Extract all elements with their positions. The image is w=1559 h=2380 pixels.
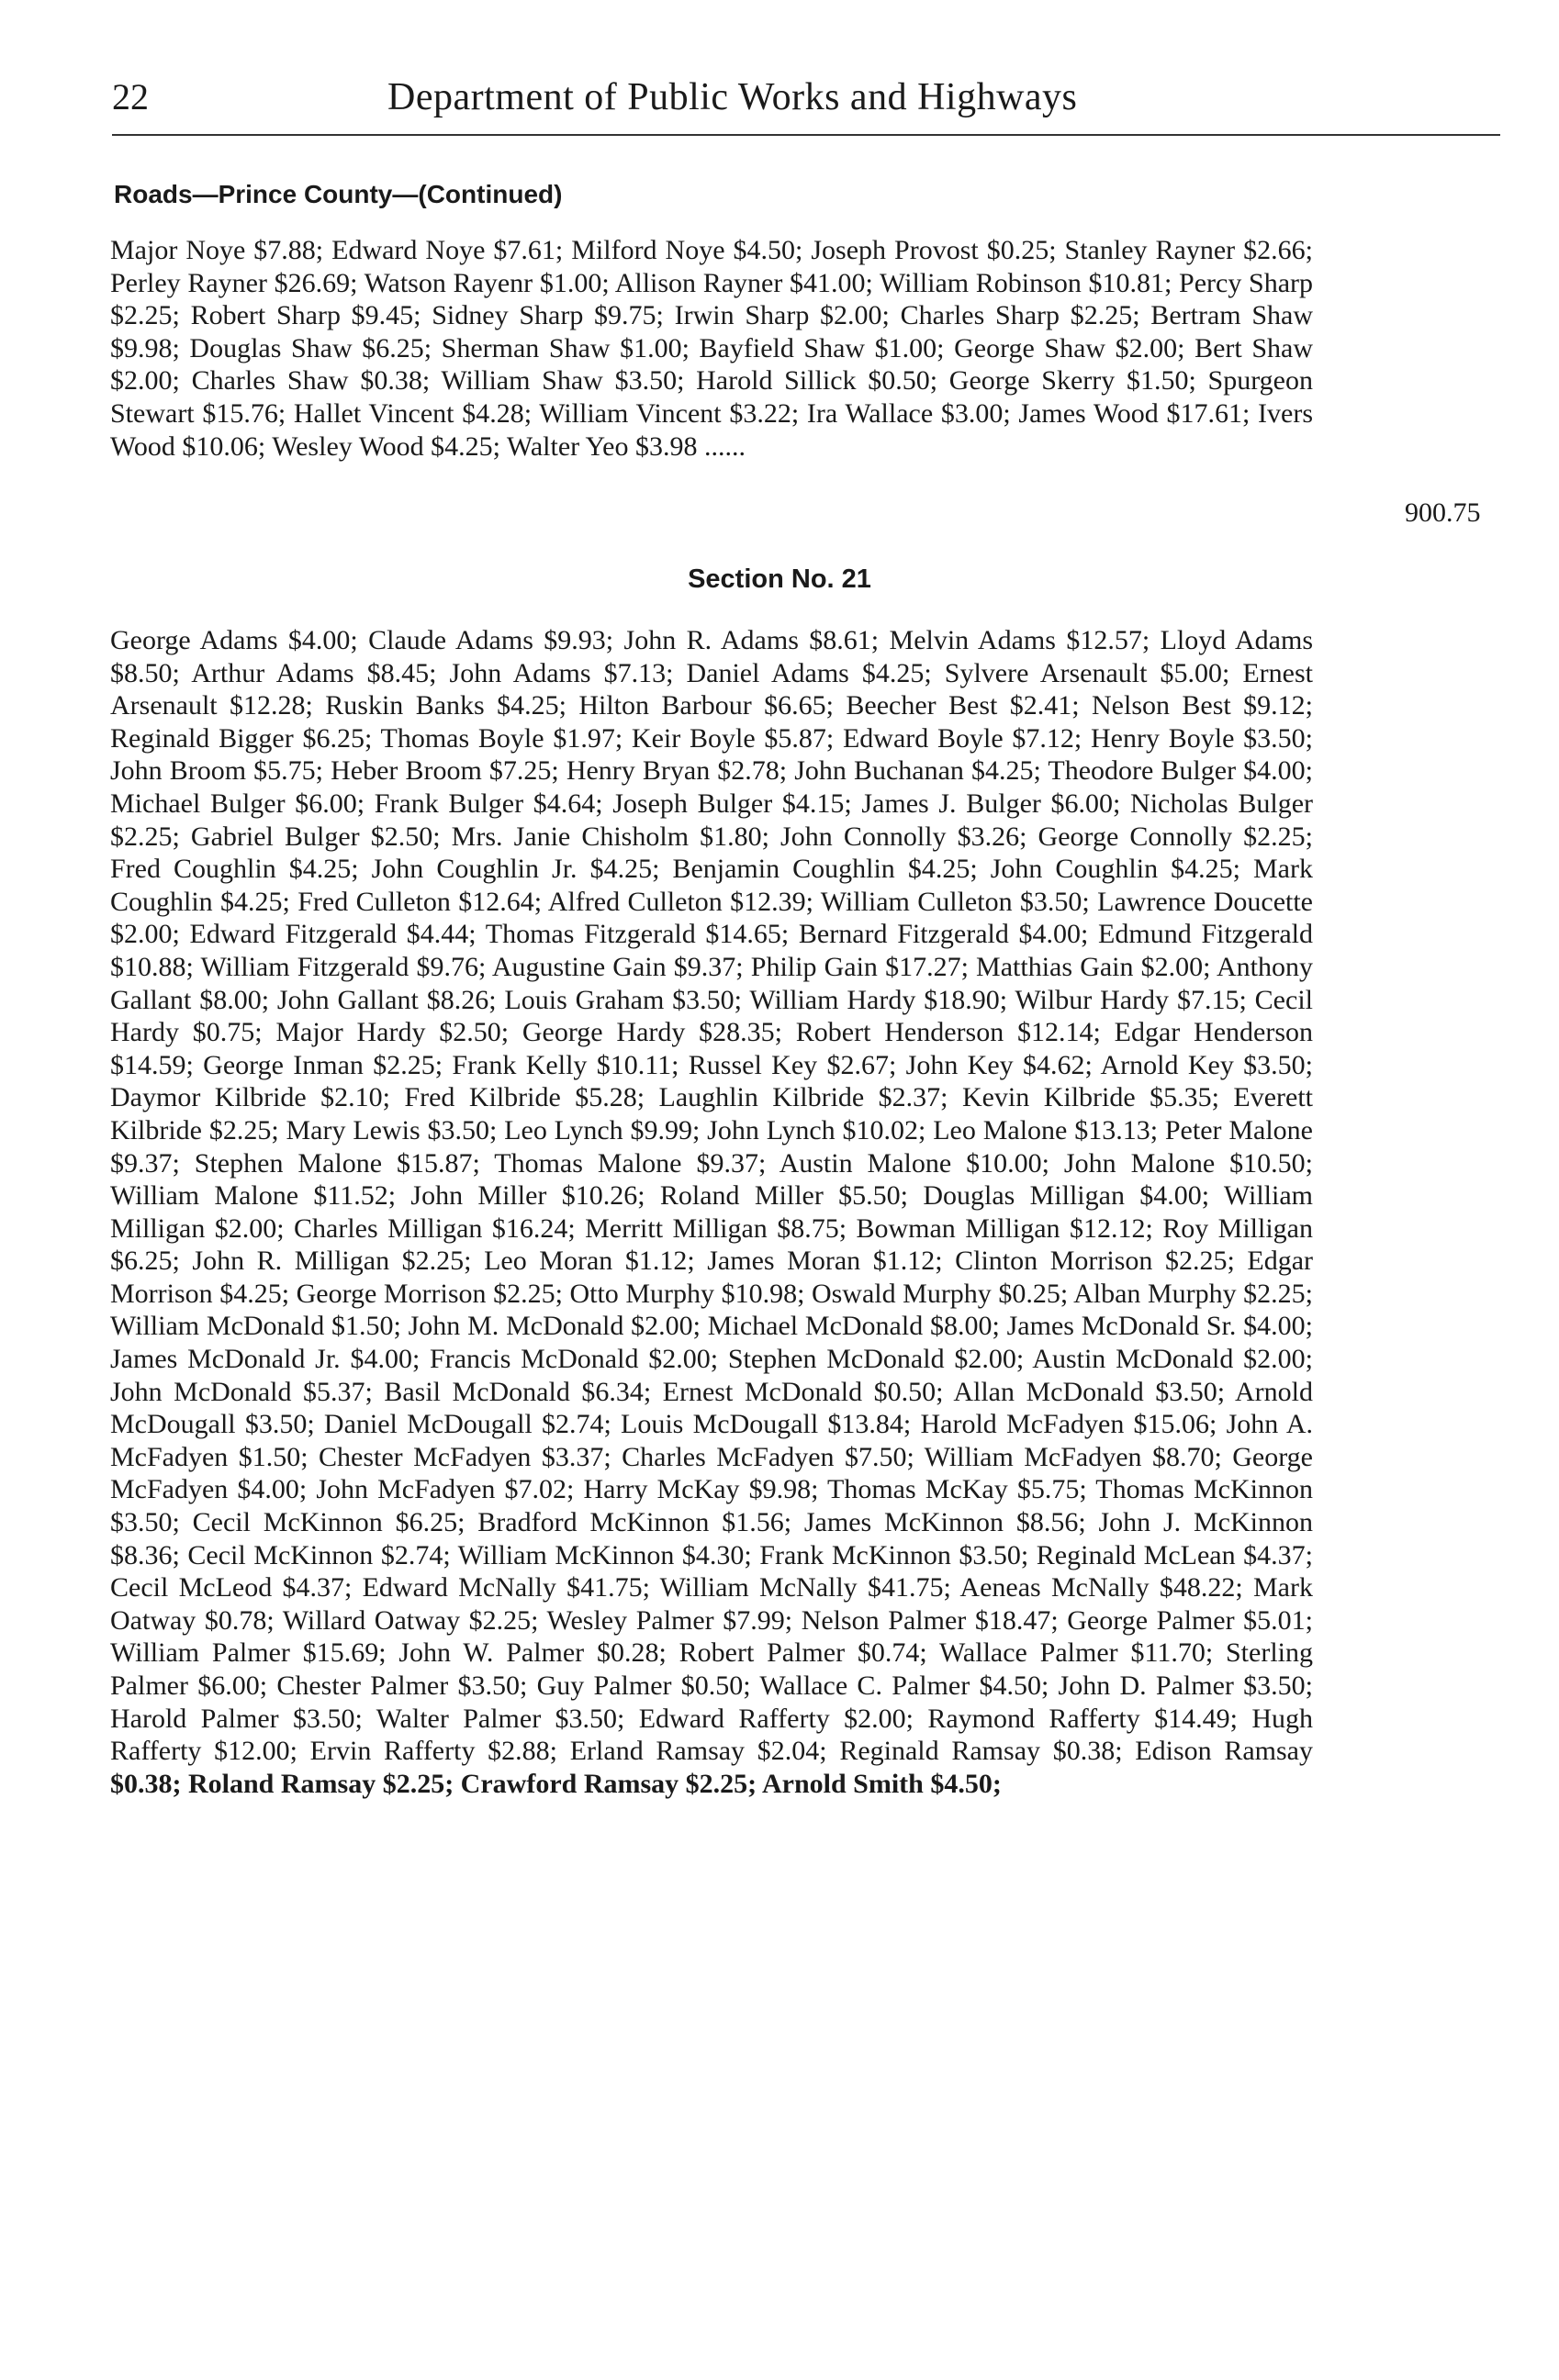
running-title: Department of Public Works and Highways [387, 76, 1078, 118]
section-no-heading: Section No. 21 [688, 564, 871, 594]
paragraph-section-21 [110, 624, 1313, 1800]
section-heading: Roads—Prince County—(Continued) [114, 180, 563, 208]
page-number: 22 [112, 76, 149, 117]
page-header [112, 68, 1500, 132]
paragraph-section-21-text: George Adams $4.00; Claude Adams $9.93; John R. Adams $8.61; Melvin Adams $12.57; Lloyd Adams $8.50; Arthur Adams $8.45; John Adams $7.13; Daniel Adams $4.25; Sylvere Arsenault $5.00; Ernest Arsenault $12.28; Ruskin Banks $4.25; Hilton Barbour $6.65; Beecher Best $2.41; Nelson Best $9.12; Reginald Bigger $6.25; Thomas Boyle $1.97; Keir Boyle $5.87; Edward Boyle $7.12; Henry Boyle $3.50; John Broom $5.75; Heber Broom $7.25; Henry Bryan $2.78; John Buchanan $4.25; Theodore Bulger $4.00; Michael Bulger $6.00; Frank Bulger $4.64; Joseph Bulger $4.15; James J. Bulger $6.00; Nicholas Bulger $2.25; Gabriel Bulger $2.50; Mrs. Janie Chisholm $1.80; John Connolly $3.26; George Connolly $2.25; Fred Coughlin $4.25; John Coughlin Jr. $4.25; Benjamin Coughlin $4.25; John Coughlin $4.25; Mark Coughlin $4.25; Fred Culleton $12.64; Alfred Culleton $12.39; William Culleton $3.50; Lawrence Doucette $2.00; Edward Fitzgerald $4.44; Thomas Fitzgerald $14.65; Bernard Fitzgerald $4.00; Edmund Fitzgerald $10.88; William Fitzgerald $9.76; Augustine Gain $9.37; Philip Gain $17.27; Matthias Gain $2.00; Anthony Gallant $8.00; John Gallant $8.26; Louis Graham $3.50; William Hardy $18.90; Wilbur Hardy $7.15; Cecil Hardy $0.75; Major Hardy $2.50; George Hardy $28.35; Robert Henderson $12.14; Edgar Henderson $14.59; George Inman $2.25; Frank Kelly $10.11; Russel Key $2.67; John Key $4.62; Arnold Key $3.50; Daymor Kilbride $2.10; Fred Kilbride $5.28; Laughlin Kilbride $2.37; Kevin Kilbride $5.35; Everett Kilbride $2.25; Mary Lewis $3.50; Leo Lynch $9.99; John Lynch $10.02; Leo Malone $13.13; Peter Malone $9.37; Stephen Malone $15.87; Thomas Malone $9.37; Austin Malone $10.00; John Malone $10.50; William Malone $11.52; John Miller $10.26; Roland Miller $5.50; Douglas Milligan $4.00; William Milligan $2.00; Charles Milligan $16.24; Merritt Milligan $8.75; Bowman Milligan $12.12; Roy Milligan $6.25; John R. Milligan $2.25; Leo Moran $1.12; James Moran $1.12; Clinton Morrison $2.25; Edgar Morrison $4.25; George Morrison $2.25; Otto Murphy $10.98; Oswald Murphy $0.25; Alban Murphy $2.25; William McDonald $1.50; John M. McDonald $2.00; Michael McDonald $8.00; James McDonald Sr. $4.00; James McDonald Jr. $4.00; Francis McDonald $2.00; Stephen McDonald $2.00; Austin McDonald $2.00; John McDonald $5.37; Basil McDonald $6.34; Ernest McDonald $0.50; Allan McDonald $3.50; Arnold McDougall $3.50; Daniel McDougall $2.74; Louis McDougall $13.84; Harold McFadyen $15.06; John A. McFadyen $1.50; Chester McFadyen $3.37; Charles McFadyen $7.50; William McFadyen $8.70; George McFadyen $4.00; John McFadyen $7.02; Harry McKay $9.98; Thomas McKay $5.75; Thomas McKinnon $3.50; Cecil McKinnon $6.25; Bradford McKinnon $1.56; James McKinnon $8.56; John J. McKinnon $8.36; Cecil McKinnon $2.74; William McKinnon $4.30; Frank McKinnon $3.50; Reginald McLean $4.37; Cecil McLeod $4.37; Edward McNally $41.75; William McNally $41.75; Aeneas McNally $48.22; Mark Oatway $0.78; Willard Oatway $2.25; Wesley Palmer $7.99; Nelson Palmer $18.47; George Palmer $5.01; William Palmer $15.69; John W. Palmer $0.28; Robert Palmer $0.74; Wallace Palmer $11.70; Sterling Palmer $6.00; Chester Palmer $3.50; Guy Palmer $0.50; Wallace C. Palmer $4.50; John D. Palmer $3.50; Harold Palmer $3.50; Walter Palmer $3.50; Edward Rafferty $2.00; Raymond Rafferty $14.49; Hugh Rafferty $12.00; Ervin Rafferty $2.88; Erland Ramsay $2.04; Reginald Ramsay $0.38; Edison Ramsay [110, 625, 1313, 1767]
header-rule [112, 134, 1500, 136]
paragraph-roads-continued: Major Noye $7.88; Edward Noye $7.61; Milford Noye $4.50; Joseph Provost $0.25; Stanley Rayner $2.66; Perley Rayner $26.69; Watson Rayenr $1.00; Allison Rayner $41.00; William Robinson $10.81; Percy Sharp $2.25; Robert Sharp $9.45; Sidney Sharp $9.75; Irwin Sharp $2.00; Charles Sharp $2.25; Bertram Shaw $9.98; Douglas Shaw $6.25; Sherman Shaw $1.00; Bayfield Shaw $1.00; George Shaw $2.00; Bert Shaw $2.00; Charles Shaw $0.38; William Shaw $3.50; Harold Sillick $0.50; George Skerry $1.50; Spurgeon Stewart $15.76; Hallet Vincent $4.28; William Vincent $3.22; Ira Wallace $3.00; James Wood $17.61; Ivers Wood $10.06; Wesley Wood $4.25; Walter Yeo $3.98 ...... [110, 235, 1313, 462]
paragraph-total: 900.75 [1405, 497, 1481, 528]
paragraph-section-21-bold-tail: $0.38; Roland Ramsay $2.25; Crawford Ramsay $2.25; Arnold Smith $4.50; [110, 1768, 1002, 1799]
